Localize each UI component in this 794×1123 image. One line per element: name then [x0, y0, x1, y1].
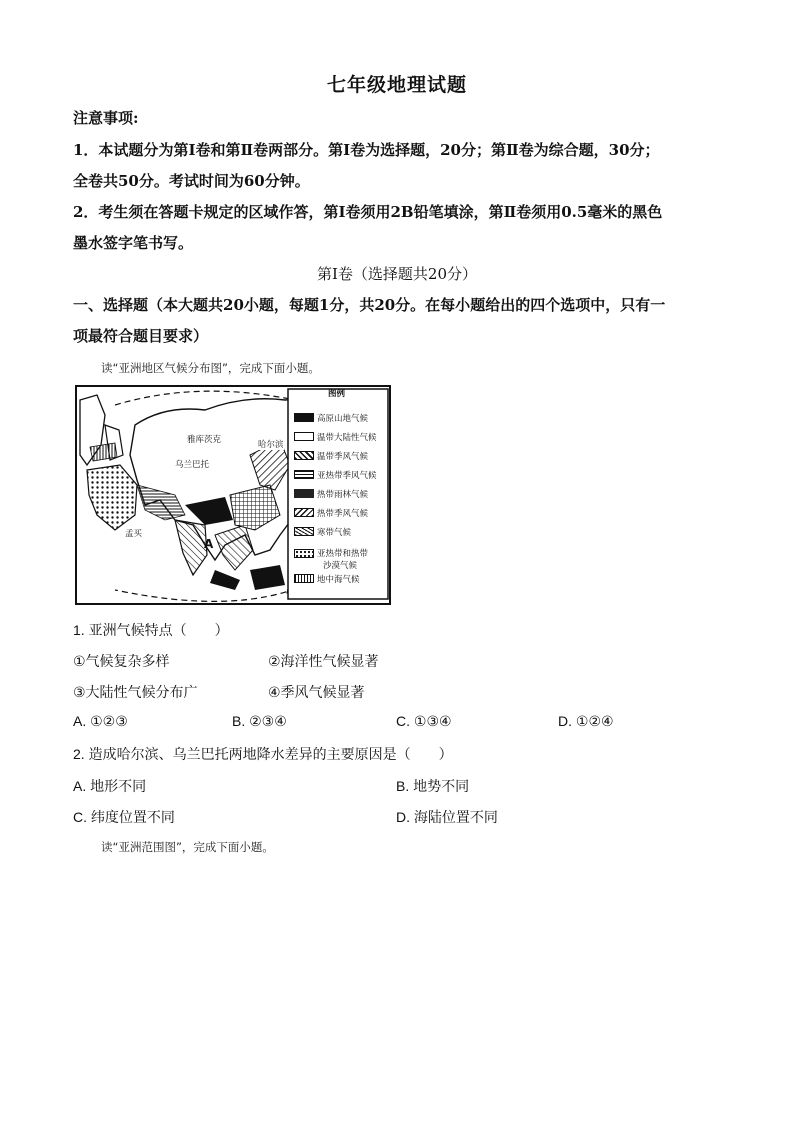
- legend-swatch-desert: [294, 549, 314, 558]
- legend-swatch-plateau: [294, 413, 314, 422]
- notice-item-1-line-1: 1．本试题分为第Ⅰ卷和第Ⅱ卷两部分。第Ⅰ卷为选择题，20分；第Ⅱ卷为综合题，30分；: [73, 141, 660, 159]
- q1-option-a[interactable]: A. ①②③: [73, 713, 128, 729]
- legend-label-temperate-continental: 温带大陆性气候: [317, 433, 377, 443]
- q1-statement-1: ①气候复杂多样: [73, 653, 170, 669]
- legend-label-tropical-monsoon: 热带季风气候: [317, 509, 369, 519]
- legend-swatch-temperate-continental: [294, 432, 314, 441]
- q2-stem: 2. 造成哈尔滨、乌兰巴托两地降水差异的主要原因是（ ）: [73, 746, 453, 762]
- legend-title: 图例: [328, 389, 346, 399]
- q1-statement-4: ④季风气候显著: [268, 684, 365, 700]
- intro-climate-map: 读“亚洲地区气候分布图”，完成下面小题。: [101, 361, 320, 375]
- q1-option-c[interactable]: C. ①③④: [396, 713, 452, 729]
- page-title: 七年级地理试题: [326, 74, 467, 96]
- section-title: 第Ⅰ卷（选择题共20分）: [316, 265, 477, 283]
- legend-label-desert-line-1: 亚热带和热带: [317, 549, 369, 559]
- map-label-yakutsk: 雅库茨克: [187, 435, 222, 445]
- asia-climate-map: [75, 385, 391, 605]
- legend-label-tropical-rainforest: 热带雨林气候: [317, 490, 369, 500]
- q2-option-d[interactable]: D. 海陆位置不同: [396, 809, 498, 825]
- q1-stem: 1. 亚洲气候特点（ ）: [73, 622, 229, 638]
- notice-item-2-line-1: 2．考生须在答题卡规定的区域作答，第Ⅰ卷须用2B铅笔填涂，第Ⅱ卷须用0.5毫米的黑色: [73, 203, 663, 221]
- legend-label-temperate-monsoon: 温带季风气候: [317, 452, 369, 462]
- section-instructions-line-1: 一、选择题（本大题共20小题，每题1分，共20分。在每小题给出的四个选项中，只有一: [73, 296, 666, 314]
- q2-option-b[interactable]: B. 地势不同: [396, 778, 470, 794]
- legend-swatch-tropical-rainforest: [294, 489, 314, 498]
- map-label-a: A: [204, 537, 214, 551]
- legend-label-subtropical-monsoon: 亚热带季风气候: [317, 471, 377, 481]
- q1-statement-3: ③大陆性气候分布广: [73, 684, 198, 700]
- q1-statement-2: ②海洋性气候显著: [268, 653, 379, 669]
- map-label-harbin: 哈尔滨: [258, 440, 284, 450]
- legend-label-plateau: 高原山地气候: [317, 414, 369, 424]
- q2-option-c[interactable]: C. 纬度位置不同: [73, 809, 175, 825]
- notice-heading: 注意事项:: [73, 109, 139, 127]
- q2-option-a[interactable]: A. 地形不同: [73, 778, 147, 794]
- legend-label-desert-line-2: 沙漠气候: [323, 561, 358, 571]
- map-label-mumbai: 孟买: [125, 529, 143, 539]
- legend-swatch-temperate-monsoon: [294, 451, 314, 460]
- legend-label-mediterranean: 地中海气候: [317, 575, 360, 585]
- legend-swatch-subtropical-monsoon: [294, 470, 314, 479]
- legend-label-polar: 寒带气候: [317, 528, 352, 538]
- intro-asia-range-map: 读“亚洲范围图”，完成下面小题。: [101, 840, 274, 854]
- section-instructions-line-2: 项最符合题目要求）: [73, 327, 209, 345]
- notice-item-1-line-2: 全卷共50分。考试时间为60分钟。: [73, 172, 310, 190]
- map-label-ulaanbaatar: 乌兰巴托: [175, 460, 210, 470]
- legend-swatch-mediterranean: [294, 574, 314, 583]
- notice-item-2-line-2: 墨水签字笔书写。: [73, 234, 194, 252]
- q1-option-b[interactable]: B. ②③④: [232, 713, 287, 729]
- legend-swatch-polar: [294, 527, 314, 536]
- legend-swatch-tropical-monsoon: [294, 508, 314, 517]
- q1-option-d[interactable]: D. ①②④: [558, 713, 614, 729]
